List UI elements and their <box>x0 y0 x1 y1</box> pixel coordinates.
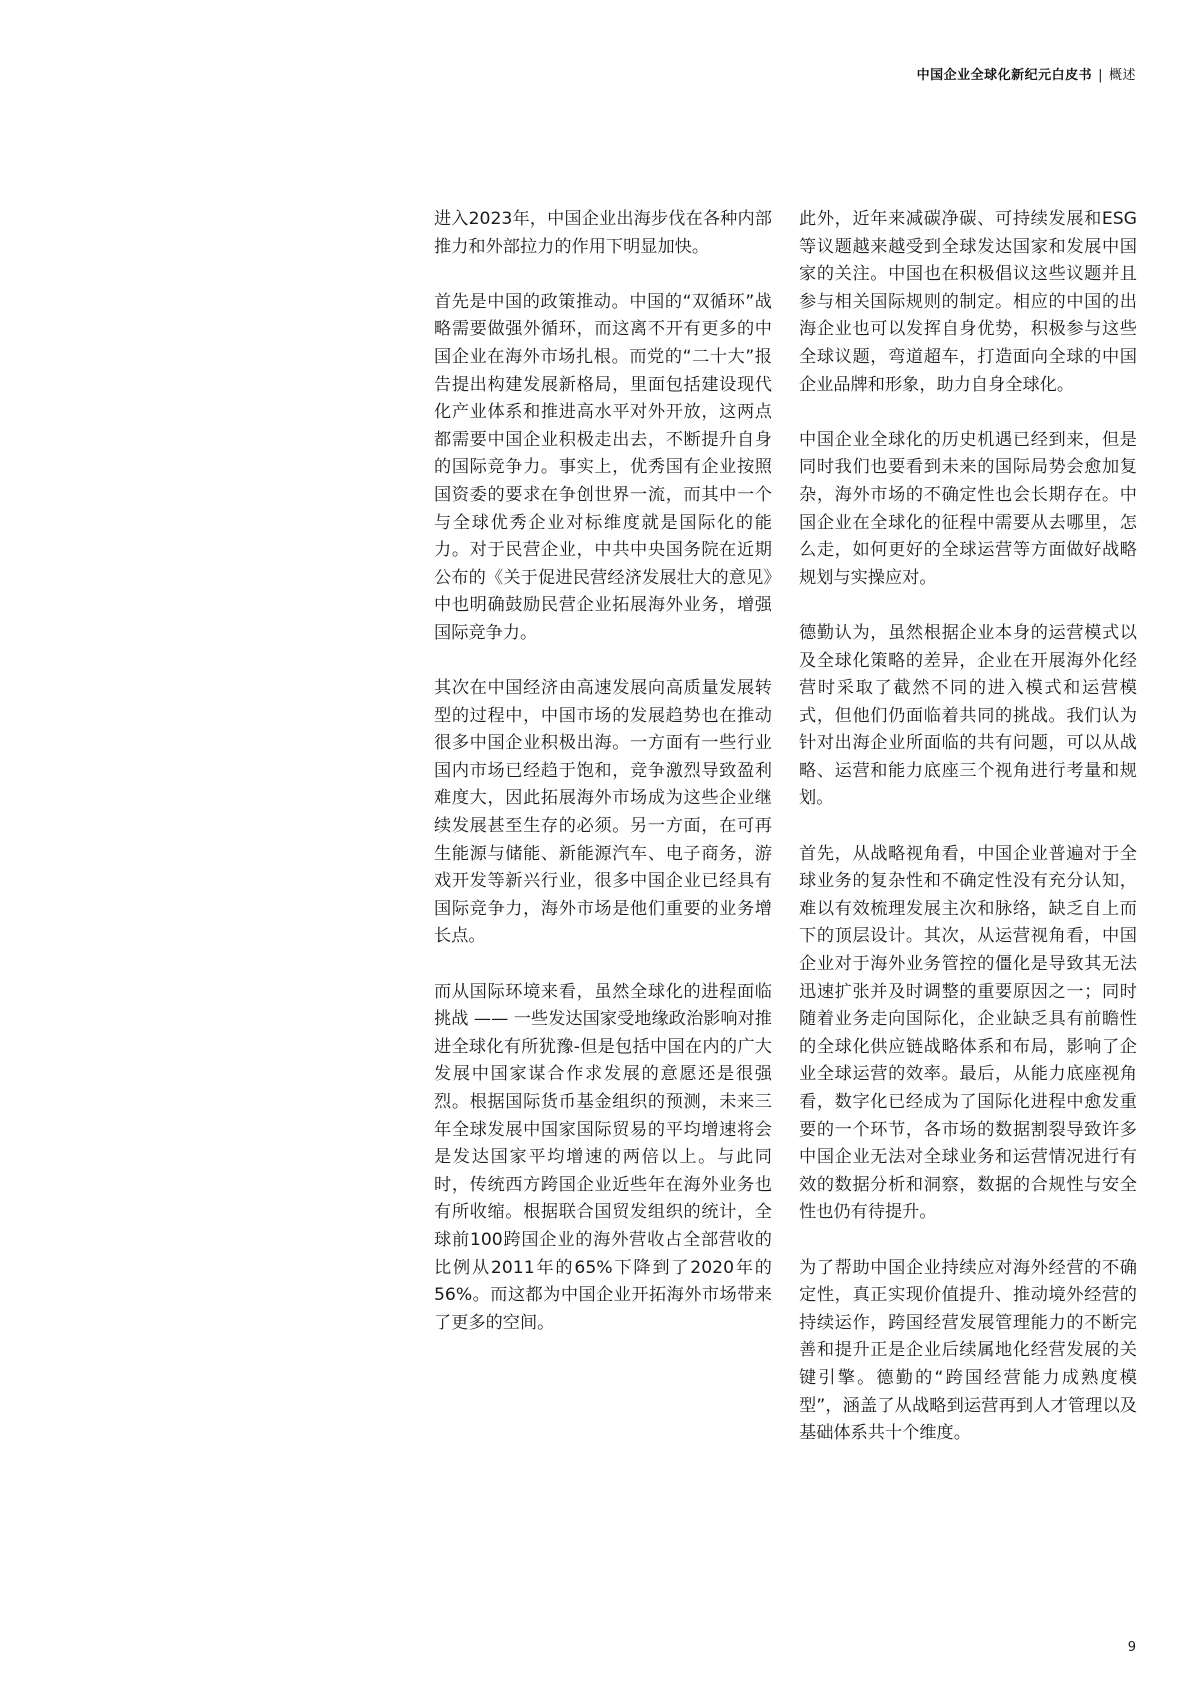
left-text-column <box>434 206 772 1337</box>
paragraph: 而从国际环境来看，虽然全球化的进程面临挑战 —— 一些发达国家受地缘政治影响对推进全球化有所犹豫-但是包括中国在内的广大发展中国家谋合作求发展的意愿还是很强烈。根据国际货币基金组织的预测，未来三年全球发展中国家国际贸易的平均增速将会是发达国家平均增速的两倍以上。与此同时，传统西方跨国企业近些年在海外业务也有所收缩。根据联合国贸发组织的统计，全球前100跨国企业的海外营收占全部营收的比例从2011年的65%下降到了2020年的56%。而这都为中国企业开拓海外市场带来了更多的空间。 <box>434 981 772 1333</box>
right-text-column <box>799 206 1137 1448</box>
paragraph: 中国企业全球化的历史机遇已经到来，但是同时我们也要看到未来的国际局势会愈加复杂，海外市场的不确定性也会长期存在。中国企业在全球化的征程中需要从去哪里，怎么走，如何更好的全球运营等方面做好战略规划与实操应对。 <box>799 429 1137 588</box>
section-name: 概述 <box>1108 68 1136 83</box>
running-header <box>917 64 1136 83</box>
page-number: 9 <box>1127 1640 1136 1655</box>
paragraph: 德勤认为，虽然根据企业本身的运营模式以及全球化策略的差异，企业在开展海外化经营时采取了截然不同的进入模式和运营模式，但他们仍面临着共同的挑战。我们认为针对出海企业所面临的共有问题，可以从战略、运营和能力底座三个视角进行考量和规划。 <box>799 622 1137 809</box>
paragraph: 进入2023年，中国企业出海步伐在各种内部推力和外部拉力的作用下明显加快。 <box>434 209 772 257</box>
paragraph: 此外，近年来减碳净碳、可持续发展和ESG等议题越来越受到全球发达国家和发展中国家的关注。中国也在积极倡议这些议题并且参与相关国际规则的制定。相应的中国的出海企业也可以发挥自身优势，积极参与这些全球议题，弯道超车，打造面向全球的中国企业品牌和形象，助力自身全球化。 <box>799 209 1137 395</box>
paragraph: 首先是中国的政策推动。中国的“双循环”战略需要做强外循环，而这离不开有更多的中国企业在海外市场扎根。而党的“二十大”报告提出构建发展新格局，里面包括建设现代化产业体系和推进高水平对外开放，这两点都需要中国企业积极走出去，不断提升自身的国际竞争力。事实上，优秀国有企业按照国资委的要求在争创世界一流，而其中一个与全球优秀企业对标维度就是国际化的能力。对于民营企业，中共中央国务院在近期公布的《关于促进民营经济发展壮大的意见》中也明确鼓励民营企业拓展海外业务，增强国际竞争力。 <box>434 291 772 643</box>
paragraph: 其次在中国经济由高速发展向高质量发展转型的过程中，中国市场的发展趋势也在推动很多中国企业积极出海。一方面有一些行业国内市场已经趋于饱和，竞争激烈导致盈利难度大，因此拓展海外市场成为这些企业继续发展甚至生存的必须。另一方面，在可再生能源与储能、新能源汽车、电子商务，游戏开发等新兴行业，很多中国企业已经具有国际竞争力，海外市场是他们重要的业务增长点。 <box>434 678 772 947</box>
paragraph: 为了帮助中国企业持续应对海外经营的不确定性，真正实现价值提升、推动境外经营的持续运作，跨国经营发展管理能力的不断完善和提升正是企业后续属地化经营发展的关键引擎。德勤的“跨国经营能力成熟度模型”，涵盖了从战略到运营再到人才管理以及基础体系共十个维度。 <box>799 1257 1137 1444</box>
paragraph: 首先，从战略视角看，中国企业普遍对于全球业务的复杂性和不确定性没有充分认知，难以有效梳理发展主次和脉络，缺乏自上而下的顶层设计。其次，从运营视角看，中国企业对于海外业务管控的僵化是导致其无法迅速扩张并及时调整的重要原因之一；同时随着业务走向国际化，企业缺乏具有前瞻性的全球化供应链战略体系和布局，影响了企业全球运营的效率。最后，从能力底座视角看，数字化已经成为了国际化进程中愈发重要的一个环节，各市场的数据割裂导致许多中国企业无法对全球业务和运营情况进行有效的数据分析和洞察，数据的合规性与安全性也仍有待提升。 <box>799 843 1137 1223</box>
document-title: 中国企业全球化新纪元白皮书 <box>916 68 1093 83</box>
header-separator: | <box>1098 68 1103 83</box>
